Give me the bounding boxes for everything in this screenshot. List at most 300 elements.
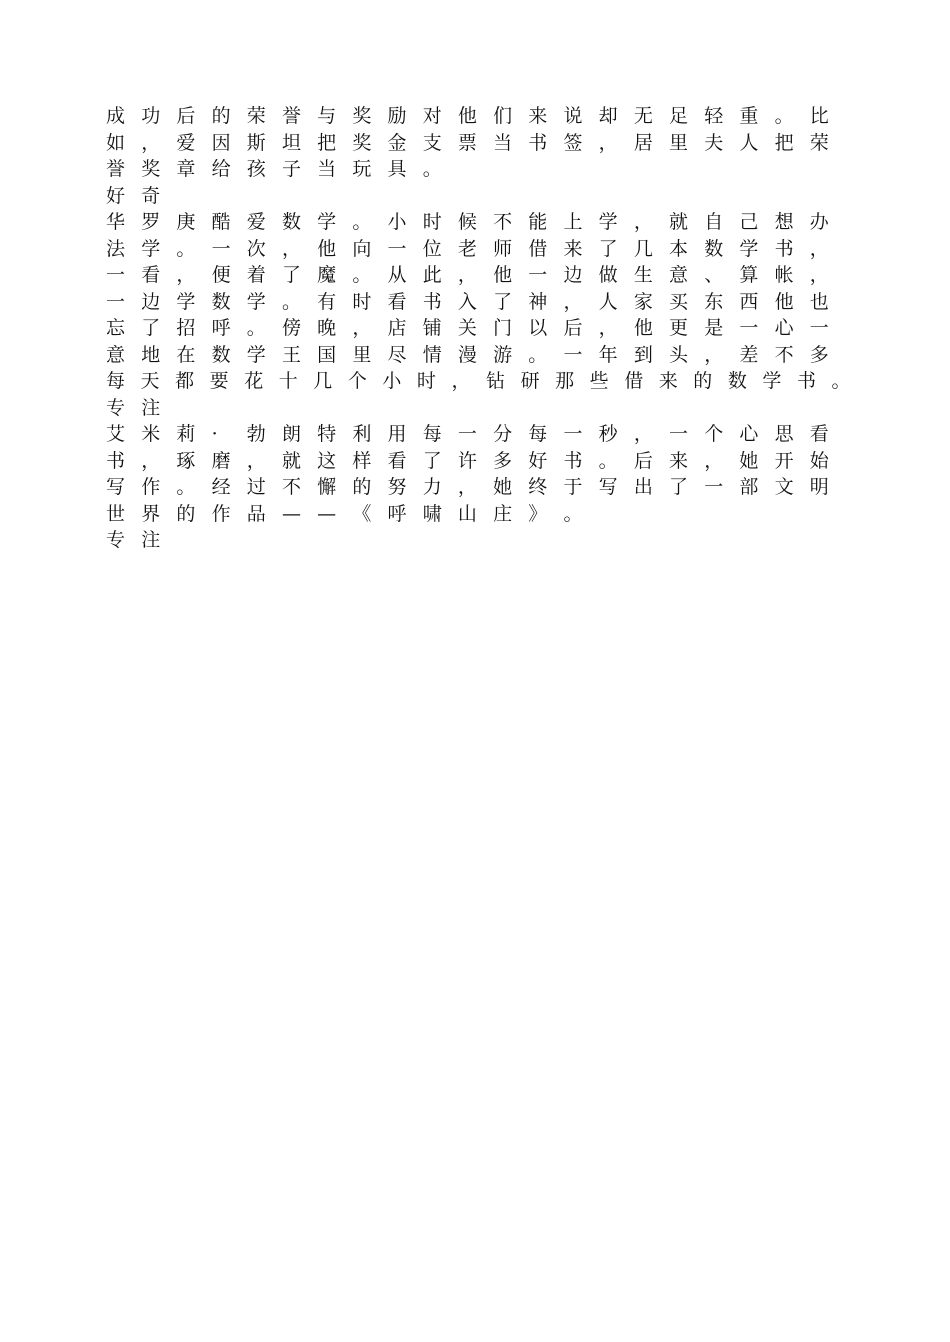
glyph: ， [633,423,653,445]
glyph: 了 [141,317,161,339]
glyph: 每 [106,370,126,392]
glyph: 琢 [176,449,196,472]
glyph: 对 [422,105,442,127]
glyph: 是 [704,317,724,339]
glyph: 特 [317,423,337,445]
glyph: 一 [669,423,689,445]
glyph: 作 [211,502,231,525]
glyph: 呼 [387,502,407,525]
glyph: 磨 [211,449,231,472]
glyph: 庚 [176,211,196,233]
glyph: 写 [598,476,618,498]
glyph: 山 [457,502,477,525]
glyph: 却 [598,105,618,127]
glyph: 学 [739,237,759,260]
text-line [106,474,866,501]
glyph: 的 [352,476,372,498]
glyph: 终 [528,476,548,498]
glyph: 书 [796,370,816,392]
glyph: 忘 [106,317,126,339]
glyph: 一 [106,290,126,313]
glyph: 他 [317,237,337,260]
glyph: 比 [809,105,829,127]
glyph: ， [176,264,196,286]
glyph: 学 [246,343,266,366]
glyph: 以 [528,317,548,339]
glyph: 看 [387,449,407,472]
glyph: 。 [352,211,372,233]
glyph: ， [141,449,161,472]
glyph: 店 [387,317,407,339]
glyph: 她 [493,476,513,498]
glyph: 漫 [457,343,477,366]
glyph: 具 [387,158,407,180]
glyph: 许 [457,449,477,472]
glyph: 啸 [422,502,442,525]
glyph: 的 [693,370,713,392]
glyph: 在 [176,343,196,366]
glyph: 些 [589,370,609,392]
glyph: 己 [739,211,759,233]
section-heading-focus [106,527,866,554]
glyph: 心 [739,423,759,445]
glyph: 把 [317,131,337,154]
text-line [106,156,866,183]
glyph: 就 [281,449,301,472]
glyph: 书 [528,131,548,154]
glyph: 、 [704,264,724,286]
glyph: 世 [106,502,126,525]
glyph: 出 [633,476,653,498]
glyph: 门 [493,317,513,339]
glyph: 勃 [246,423,266,445]
glyph: 算 [739,264,759,286]
text-line [106,130,866,157]
glyph: 人 [739,131,759,154]
glyph: 庄 [493,502,513,525]
glyph: 生 [633,264,653,286]
glyph: 。 [352,264,372,286]
glyph: 一 [528,264,548,286]
glyph: 到 [633,343,653,366]
glyph: 钻 [486,370,506,392]
glyph: 经 [211,476,231,498]
glyph: 因 [211,131,231,154]
glyph: 不 [493,211,513,233]
glyph: 利 [352,423,372,445]
glyph: 足 [669,105,689,127]
glyph: 就 [669,211,689,233]
glyph: 。 [281,290,301,313]
text-line [106,448,866,475]
glyph: 支 [422,131,442,154]
glyph: 他 [493,264,513,286]
glyph: 多 [493,449,513,472]
glyph: ， [457,476,477,498]
glyph: 酷 [211,211,231,233]
glyph: 好 [106,184,126,207]
glyph: 样 [352,449,372,472]
glyph: 一 [457,423,477,445]
glyph: 书 [563,449,583,472]
glyph: ， [281,237,301,260]
glyph: 东 [704,290,724,313]
glyph: 一 [563,423,583,445]
glyph: 。 [422,158,442,180]
glyph: 们 [493,105,513,127]
text-line [106,368,866,395]
glyph: 招 [176,317,196,339]
glyph: 十 [278,370,298,392]
glyph: 铺 [422,317,442,339]
glyph: 荣 [246,105,266,127]
glyph: 也 [809,290,829,313]
glyph: 坦 [281,131,301,154]
glyph: 一 [211,237,231,260]
glyph: 功 [141,105,161,127]
glyph: · [211,423,218,445]
glyph: 心 [774,317,794,339]
glyph: ， [352,317,372,339]
glyph: 。 [528,343,548,366]
glyph: 努 [387,476,407,498]
text-line [106,236,866,263]
glyph: 学 [598,211,618,233]
glyph: 的 [211,105,231,127]
glyph: 上 [563,211,583,233]
glyph: 了 [422,449,442,472]
glyph: 了 [493,290,513,313]
glyph: 一 [809,317,829,339]
glyph: 地 [141,343,161,366]
glyph: 孩 [246,158,266,180]
glyph: 居 [633,131,653,154]
glyph: 国 [317,343,337,366]
glyph: 里 [352,343,372,366]
glyph: 几 [633,237,653,260]
glyph: 时 [422,211,442,233]
glyph: 年 [598,343,618,366]
glyph: ， [563,290,583,313]
glyph: 法 [106,237,126,260]
glyph: 晚 [317,317,337,339]
glyph: 。 [563,502,583,525]
glyph: 奖 [352,131,372,154]
glyph: 边 [141,290,161,313]
text-line [106,209,866,236]
glyph: 朗 [281,423,301,445]
glyph: 始 [809,449,829,472]
glyph: 候 [457,211,477,233]
glyph: 自 [704,211,724,233]
glyph: 懈 [317,476,337,498]
glyph: 子 [281,158,301,180]
glyph: 意 [106,343,126,366]
glyph: 作 [141,476,161,498]
glyph: 玩 [352,158,372,180]
glyph: 轻 [704,105,724,127]
glyph: 位 [422,237,442,260]
glyph: 华 [106,211,126,233]
glyph: 的 [176,502,196,525]
glyph: 重 [739,105,759,127]
glyph: 力 [422,476,442,498]
glyph: 人 [598,290,618,313]
glyph: 。 [598,449,618,472]
glyph: 《 [352,502,372,525]
glyph: 章 [176,158,196,180]
glyph: 呼 [211,317,231,339]
glyph: ， [704,449,724,472]
glyph: ， [633,211,653,233]
glyph: 头 [669,343,689,366]
glyph: 不 [281,476,301,498]
glyph: 研 [520,370,540,392]
text-line [106,103,866,130]
glyph: 后 [633,449,653,472]
glyph: 着 [246,264,266,286]
glyph: 次 [246,237,266,260]
glyph: 分 [493,423,513,445]
glyph: 师 [493,237,513,260]
glyph: 过 [246,476,266,498]
glyph: 每 [422,423,442,445]
glyph: 与 [317,105,337,127]
glyph: 老 [457,237,477,260]
glyph: 莉 [176,423,196,445]
glyph: 。 [774,105,794,127]
glyph: 罗 [141,211,161,233]
glyph: ， [457,264,477,286]
glyph: 秒 [598,423,618,445]
glyph: 向 [352,237,372,260]
glyph: 数 [211,290,231,313]
glyph: 奇 [141,184,161,207]
glyph: 金 [387,131,407,154]
glyph: 个 [347,370,367,392]
glyph: 数 [727,370,747,392]
glyph: 一 [563,343,583,366]
glyph: 成 [106,105,126,127]
glyph: 好 [528,449,548,472]
glyph: 》 [528,502,548,525]
glyph: 誉 [281,105,301,127]
glyph: 了 [669,476,689,498]
glyph: 给 [211,158,231,180]
glyph: 数 [281,211,301,233]
glyph: 游 [493,343,513,366]
glyph: 数 [704,237,724,260]
glyph: 能 [528,211,548,233]
glyph: 要 [209,370,229,392]
glyph: 看 [387,290,407,313]
glyph: 入 [457,290,477,313]
document-body [106,103,866,554]
glyph: 她 [739,449,759,472]
glyph: 办 [809,211,829,233]
glyph: 当 [317,158,337,180]
glyph: 。 [246,317,266,339]
glyph: 借 [528,237,548,260]
glyph: 里 [669,131,689,154]
glyph: 多 [809,343,829,366]
glyph: ， [246,449,266,472]
glyph: 文 [774,476,794,498]
glyph: 情 [422,343,442,366]
text-line [106,501,866,528]
glyph: 西 [739,290,759,313]
glyph: 米 [141,423,161,445]
glyph: 傍 [281,317,301,339]
glyph: ， [141,131,161,154]
glyph: 那 [555,370,575,392]
glyph: 来 [563,237,583,260]
glyph: 后 [176,105,196,127]
glyph: 他 [457,105,477,127]
glyph: 签 [563,131,583,154]
glyph: 书 [422,290,442,313]
glyph: ， [809,264,829,286]
glyph: 励 [387,105,407,127]
glyph: 于 [563,476,583,498]
glyph: 誉 [106,158,126,180]
glyph: 有 [317,290,337,313]
glyph: 无 [633,105,653,127]
glyph: — [317,502,337,525]
glyph: 了 [281,264,301,286]
glyph: 注 [141,396,161,419]
glyph: 。 [176,237,196,260]
glyph: 。 [176,476,196,498]
glyph: 品 [246,502,266,525]
glyph: 差 [739,343,759,366]
glyph: 。 [831,370,851,392]
glyph: 更 [669,317,689,339]
glyph: ， [809,237,829,260]
glyph: 从 [387,264,407,286]
glyph: 关 [457,317,477,339]
section-heading-focus [106,395,866,422]
glyph: 学 [317,211,337,233]
glyph: 注 [141,529,161,551]
glyph: 当 [493,131,513,154]
text-line [106,421,866,448]
glyph: 思 [774,423,794,445]
glyph: 本 [669,237,689,260]
glyph: 花 [244,370,264,392]
glyph: 书 [106,449,126,472]
glyph: 专 [106,396,126,419]
glyph: 一 [704,476,724,498]
glyph: ， [598,317,618,339]
glyph: 不 [774,343,794,366]
glyph: 来 [669,449,689,472]
text-line [106,315,866,342]
glyph: 用 [387,423,407,445]
glyph: 一 [387,237,407,260]
glyph: 一 [106,264,126,286]
glyph: 他 [633,317,653,339]
glyph: 艾 [106,423,126,445]
glyph: 意 [669,264,689,286]
glyph: 想 [774,211,794,233]
text-line [106,289,866,316]
glyph: 奖 [352,105,372,127]
glyph: 尽 [387,343,407,366]
glyph: 界 [141,502,161,525]
glyph: 看 [809,423,829,445]
glyph: ， [704,343,724,366]
glyph: 小 [382,370,402,392]
glyph: 这 [317,449,337,472]
glyph: 爱 [176,131,196,154]
glyph: 做 [598,264,618,286]
glyph: 斯 [246,131,266,154]
glyph: 小 [387,211,407,233]
glyph: 学 [246,290,266,313]
glyph: 奖 [141,158,161,180]
glyph: 都 [175,370,195,392]
glyph: 神 [528,290,548,313]
glyph: 便 [211,264,231,286]
glyph: 借 [624,370,644,392]
glyph: 荣 [809,131,829,154]
glyph: 学 [141,237,161,260]
glyph: 学 [762,370,782,392]
text-line [106,342,866,369]
glyph: — [281,502,301,525]
glyph: 几 [313,370,333,392]
glyph: 专 [106,529,126,551]
glyph: 他 [774,290,794,313]
glyph: 边 [563,264,583,286]
glyph: 看 [141,264,161,286]
glyph: 后 [563,317,583,339]
glyph: 如 [106,131,126,154]
glyph: 此 [422,264,442,286]
glyph: 开 [774,449,794,472]
glyph: 时 [416,370,436,392]
glyph: ， [598,131,618,154]
text-line [106,262,866,289]
glyph: 天 [140,370,160,392]
glyph: 写 [106,476,126,498]
glyph: ， [451,370,471,392]
glyph: 把 [774,131,794,154]
glyph: 一 [739,317,759,339]
glyph: 票 [457,131,477,154]
glyph: 数 [211,343,231,366]
glyph: 帐 [774,264,794,286]
glyph: 爱 [246,211,266,233]
glyph: 书 [774,237,794,260]
glyph: 明 [809,476,829,498]
glyph: 了 [598,237,618,260]
glyph: 部 [739,476,759,498]
glyph: 每 [528,423,548,445]
glyph: 来 [658,370,678,392]
section-heading-curiosity [106,183,866,210]
glyph: 王 [281,343,301,366]
glyph: 个 [704,423,724,445]
glyph: 魔 [317,264,337,286]
glyph: 学 [176,290,196,313]
glyph: 买 [669,290,689,313]
glyph: 家 [633,290,653,313]
glyph: 时 [352,290,372,313]
glyph: 来 [528,105,548,127]
glyph: 说 [563,105,583,127]
